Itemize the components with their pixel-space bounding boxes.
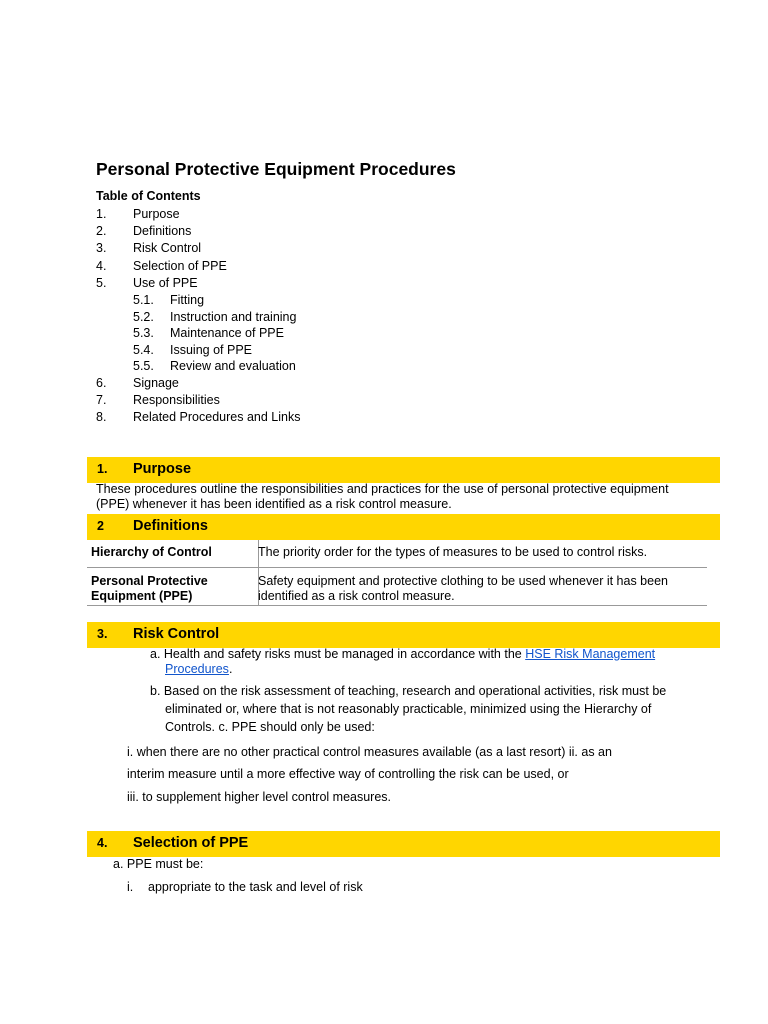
selection-item-a: a. PPE must be: [113, 857, 204, 871]
toc-item-number: 6. [96, 376, 107, 390]
selection-subitem-text: appropriate to the task and level of risk [148, 880, 363, 894]
table-row-border [87, 605, 707, 606]
hse-risk-management-link-cont[interactable]: Procedures [165, 662, 229, 676]
section-title: Selection of PPE [133, 835, 249, 851]
toc-item [133, 293, 204, 307]
toc-item-number: 3. [96, 241, 107, 256]
toc-item [96, 393, 220, 407]
toc-item-label: Signage [133, 376, 179, 390]
risk-item-a-suffix: . [228, 662, 233, 676]
toc-item [133, 359, 296, 373]
definition-term: Personal Protective [91, 574, 208, 588]
definition-term-line2: Equipment (PPE) [91, 589, 193, 603]
toc-item-number: 5.3. [133, 326, 154, 341]
risk-item-a-text: a. Health and safety risks must be managed in accordance with the [150, 647, 526, 661]
toc-item-label: Definitions [133, 224, 192, 239]
toc-item-number: 4. [96, 258, 107, 273]
section-number: 1. [97, 462, 108, 476]
toc-item-label: Selection of PPE [133, 258, 227, 273]
toc-item-label: Related Procedures and Links [133, 410, 301, 425]
toc-item-number: 5.2. [133, 309, 154, 324]
toc-item [96, 376, 179, 390]
section-bar-risk-control [87, 622, 720, 648]
toc-item [96, 241, 201, 255]
toc-item-label: Purpose [133, 207, 180, 221]
toc-item [133, 326, 284, 340]
toc-item-label: Maintenance of PPE [170, 326, 284, 341]
purpose-text-line2: (PPE) whenever it has been identified as a risk control measure. [96, 497, 452, 511]
section-number: 3. [97, 627, 108, 641]
toc-item-label: Risk Control [133, 241, 202, 256]
toc-item-number: 5.1. [133, 293, 154, 307]
page-title: Personal Protective Equipment Procedures [96, 159, 456, 179]
toc-item [96, 259, 227, 273]
toc-item [96, 410, 300, 424]
risk-item-b-line3: Controls. c. PPE should only be used: [165, 720, 375, 734]
hse-risk-management-link[interactable]: HSE Risk Management [525, 647, 656, 661]
purpose-text-line1: These procedures outline the responsibilities and practices for the use of personal protective equipment [96, 482, 669, 496]
toc-item [96, 207, 180, 221]
toc-item-label: Fitting [170, 293, 205, 307]
risk-subitem-iii: iii. to supplement higher level control measures. [127, 790, 392, 804]
toc-item-label: Issuing of PPE [170, 342, 252, 357]
definition-text: The priority order for the types of measures to be used to control risks. [258, 545, 648, 559]
toc-item-number: 5.4. [133, 342, 154, 357]
toc-item-number: 2. [96, 224, 107, 239]
toc-item-number: 5. [96, 275, 107, 290]
risk-item-a-line2 [165, 662, 232, 678]
section-title: Purpose [133, 461, 192, 477]
section-number: 4. [97, 836, 108, 850]
section-bar-selection [87, 831, 720, 857]
definition-term: Hierarchy of Control [91, 545, 212, 559]
risk-item-b-line2: eliminated or, where that is not reasonably practicable, minimized using the Hierarchy of [165, 702, 652, 716]
toc-heading: Table of Contents [96, 189, 201, 203]
toc-item [133, 343, 252, 357]
toc-item [133, 310, 296, 324]
toc-item-label: Use of PPE [133, 275, 198, 290]
toc-item-label: Responsibilities [133, 393, 220, 408]
toc-item [96, 276, 198, 290]
selection-subitem-num: i. [127, 880, 134, 894]
risk-subitem-ii: interim measure until a more effective way of controlling the risk can be used, or [127, 767, 569, 781]
toc-item-number: 8. [96, 410, 107, 425]
risk-item-a [150, 647, 655, 663]
risk-item-b-line1: b. Based on the risk assessment of teaching, research and operational activities, risk must be [150, 684, 667, 698]
section-number: 2 [97, 519, 104, 533]
section-title: Risk Control [133, 626, 220, 642]
toc-item-number: 1. [96, 207, 107, 221]
section-title: Definitions [133, 518, 208, 534]
table-row-border [87, 567, 707, 568]
definition-text-line2: identified as a risk control measure. [258, 589, 455, 603]
toc-item-label: Instruction and training [170, 309, 297, 324]
risk-subitem-i: i. when there are no other practical control measures available (as a last resort) ii. as an [127, 745, 612, 759]
section-bar-purpose [87, 457, 720, 483]
toc-item [96, 224, 191, 238]
toc-item-label: Review and evaluation [170, 359, 296, 374]
definition-text: Safety equipment and protective clothing to be used whenever it has been [258, 574, 668, 588]
section-bar-definitions [87, 514, 720, 540]
toc-item-number: 7. [96, 393, 107, 408]
toc-item-number: 5.5. [133, 359, 154, 374]
